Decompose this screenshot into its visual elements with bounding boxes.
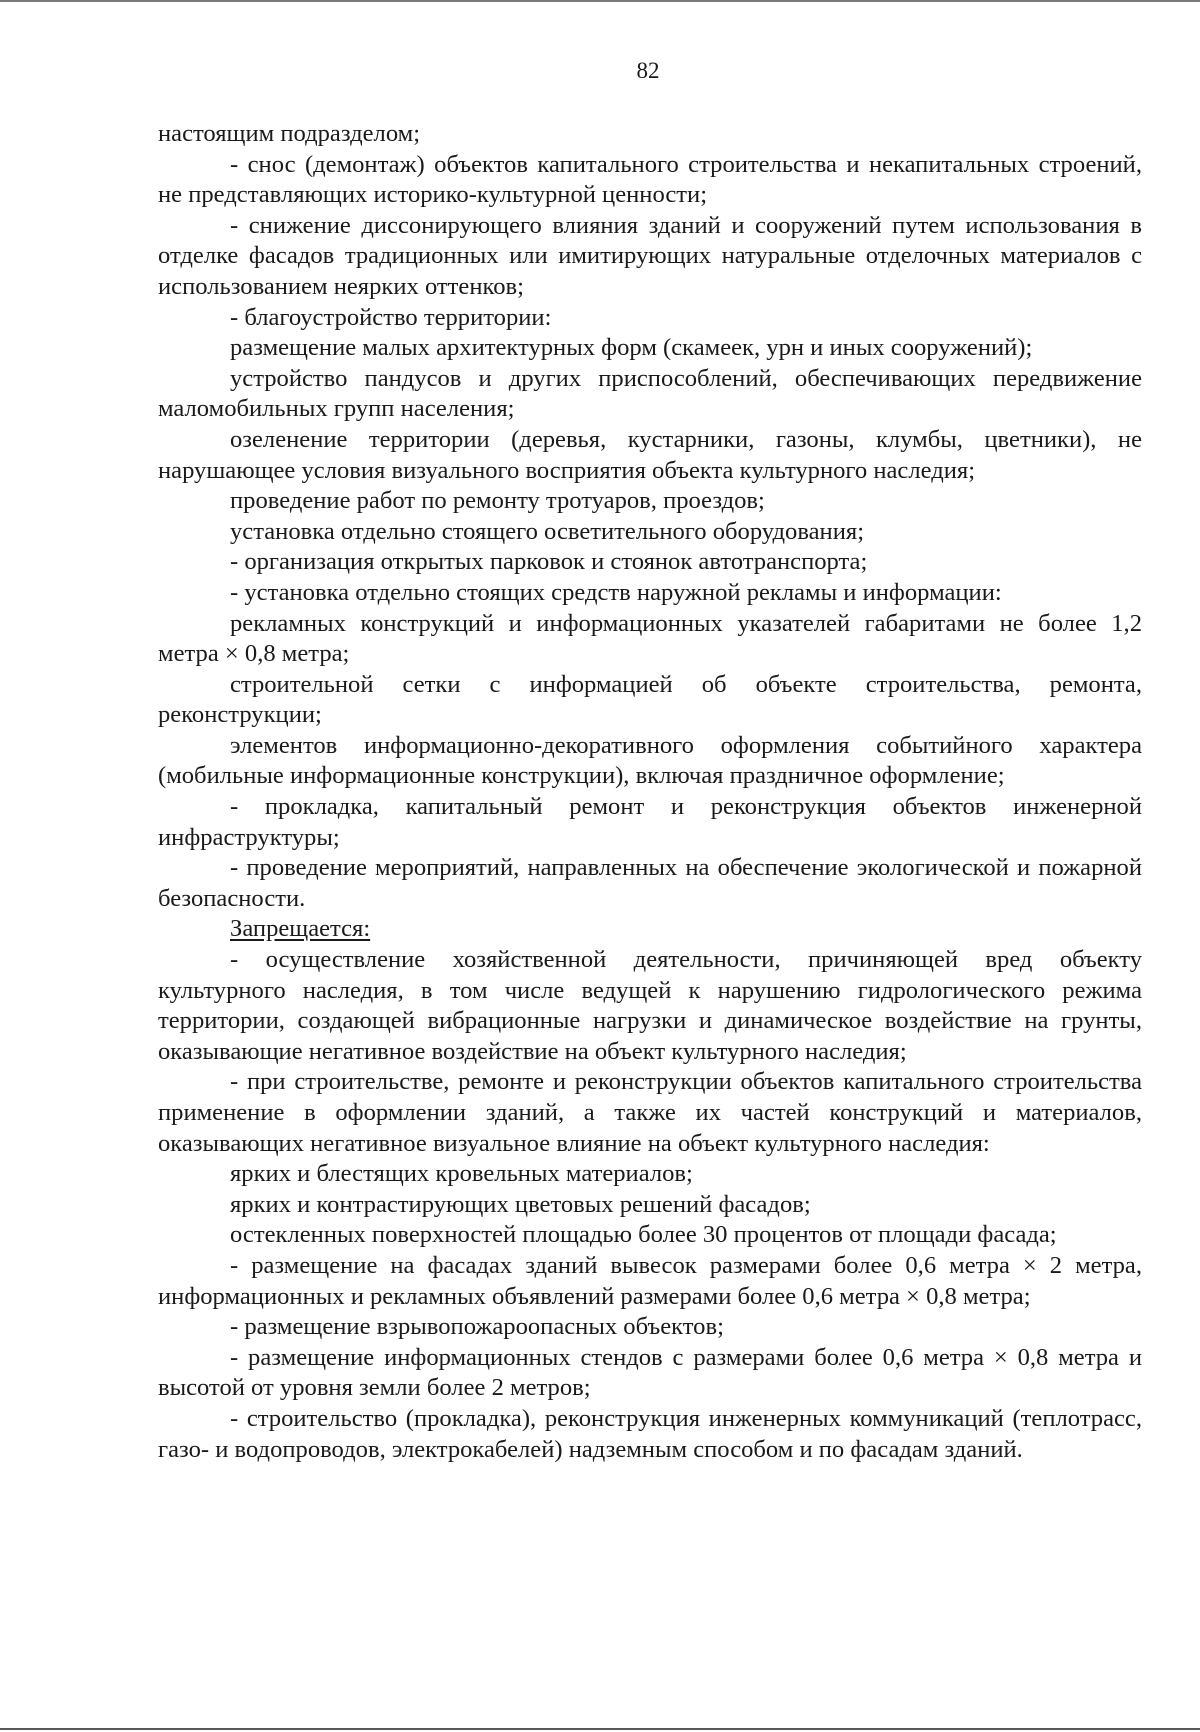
list-item: - снос (демонтаж) объектов капитального строительства и некапитальных строений, не представляющих историко-культурной ценности; bbox=[158, 150, 1142, 209]
sub-item: ярких и блестящих кровельных материалов; bbox=[230, 1160, 693, 1188]
sub-item: озеленение территории (деревья, кустарники, газоны, клумбы, цветники), не нарушающее условия визуального восприятия объекта культурного наследия; bbox=[158, 425, 1142, 484]
list-item: - строительство (прокладка), реконструкция инженерных коммуникаций (теплотрасс, газо- и водопроводов, электрокабелей) надземным способом и по фасадам зданий. bbox=[158, 1404, 1142, 1463]
list-item: - прокладка, капитальный ремонт и реконструкция объектов инженерной инфраструктуры; bbox=[158, 793, 1142, 851]
sub-item: проведение работ по ремонту тротуаров, проездов; bbox=[230, 487, 765, 515]
sub-item: остекленных поверхностей площадью более 30 процентов от площади фасада; bbox=[230, 1221, 1057, 1249]
list-item: - осуществление хозяйственной деятельности, причиняющей вред объекту культурного наследия, в том числе ведущей к нарушению гидрологического режима территории, создающей вибрационные нагрузки и динамическое воздействие на грунты, оказывающие негативное воздействие на объект культурного наследия; bbox=[158, 946, 1142, 1065]
list-item: - при строительстве, ремонте и реконструкции объектов капитального строительства применение в оформлении зданий, а также их частей конструкций и материалов, оказывающих негативное визуальное влияние на объект культурного наследия: bbox=[158, 1068, 1142, 1157]
page-number: 82 bbox=[636, 58, 660, 83]
list-item: - проведение мероприятий, направленных на обеспечение экологической и пожарной безопасности. bbox=[158, 854, 1142, 912]
list-item: - снижение диссонирующего влияния зданий и сооружений путем использования в отделке фасадов традиционных или имитирующих натуральные отделочных материалов с использованием неярких оттенков; bbox=[158, 211, 1142, 300]
scan-border-bottom bbox=[0, 1728, 1200, 1730]
paragraph: настоящим подразделом; bbox=[158, 120, 421, 147]
sub-item: размещение малых архитектурных форм (скамеек, урн и иных сооружений); bbox=[230, 334, 1033, 362]
sub-item: рекламных конструкций и информационных указателей габаритами не более 1,2 метра × 0,8 метра; bbox=[158, 609, 1142, 668]
list-item: - организация открытых парковок и стоянок автотранспорта; bbox=[230, 548, 868, 576]
list-item: - установка отдельно стоящих средств наружной рекламы и информации: bbox=[230, 578, 1002, 606]
sub-item: строительной сетки с информацией об объекте строительства, ремонта, реконструкции; bbox=[158, 670, 1142, 729]
list-item: - благоустройство территории: bbox=[230, 303, 552, 331]
scan-border-top bbox=[0, 0, 1200, 2]
list-item: - размещение на фасадах зданий вывесок размерами более 0,6 метра × 2 метра, информационных и рекламных объявлений размерами более 0,6 метра × 0,8 метра; bbox=[158, 1251, 1142, 1310]
sub-item: ярких и контрастирующих цветовых решений фасадов; bbox=[230, 1190, 811, 1218]
sub-item: устройство пандусов и других приспособлений, обеспечивающих передвижение маломобильных групп населения; bbox=[158, 364, 1142, 423]
sub-item: установка отдельно стоящего осветительного оборудования; bbox=[230, 517, 865, 545]
document-body bbox=[158, 119, 1142, 1465]
sub-item: элементов информационно-декоративного оформления событийного характера (мобильные информационные конструкции), включая праздничное оформление; bbox=[158, 731, 1142, 790]
list-item: - размещение информационных стендов с размерами более 0,6 метра × 0,8 метра и высотой от уровня земли более 2 метров; bbox=[158, 1343, 1142, 1402]
section-heading-text: Запрещается: bbox=[230, 915, 371, 943]
list-item: - размещение взрывопожароопасных объектов; bbox=[230, 1313, 724, 1341]
section-heading bbox=[158, 914, 1142, 945]
